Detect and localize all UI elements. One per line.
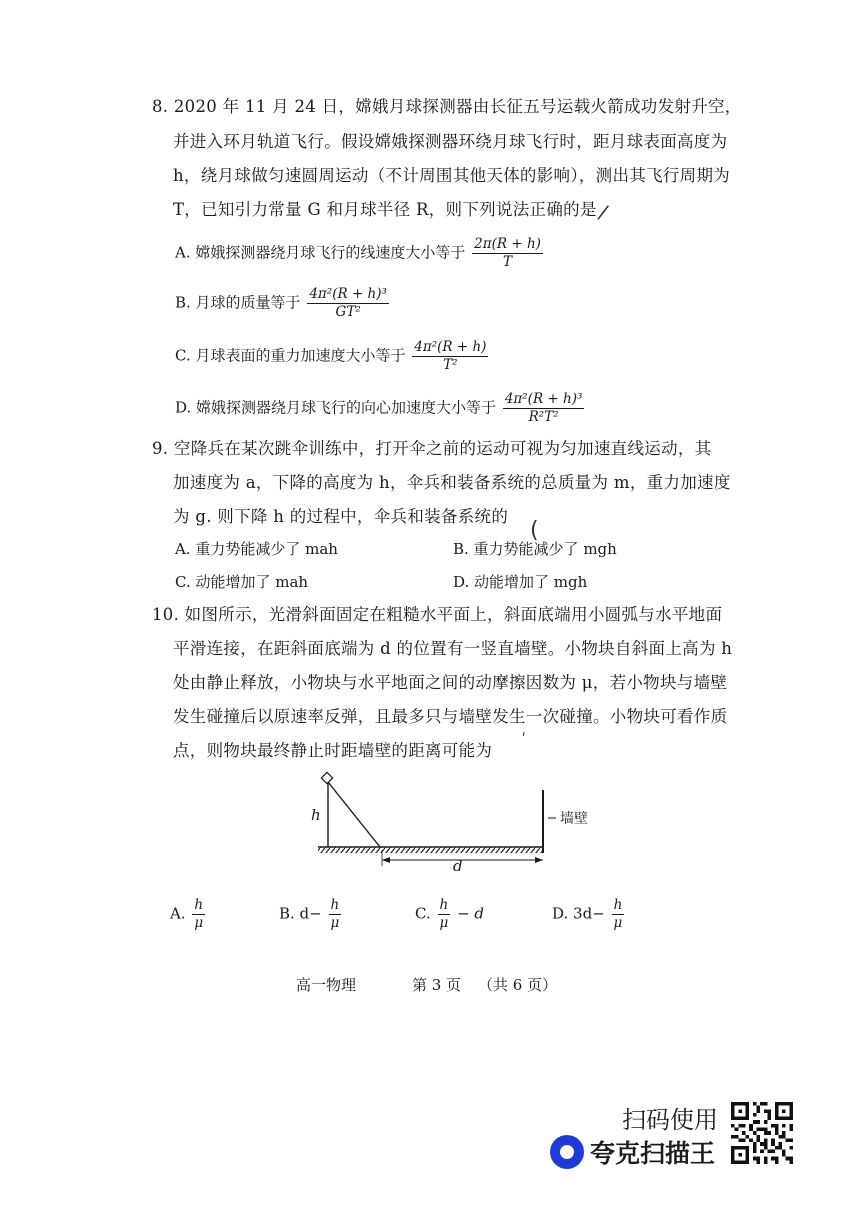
q10-option-c[interactable] [415,898,484,931]
q10-option-a-numerator: h [194,897,204,913]
q8-option-c-numerator: 4π²(R + h) [414,339,487,355]
q8-option-d[interactable] [175,392,586,425]
q10-option-a-denominator: μ [194,915,204,931]
q10-option-b[interactable] [279,898,343,931]
q8-option-a-numerator: 2π(R + h) [474,236,541,252]
incline-slope [328,782,380,847]
q8-option-a-fraction [472,237,543,270]
distance-label: d [453,857,463,875]
q10-option-b-numerator: h [330,897,340,913]
q8-option-d-fraction [503,392,585,425]
scanner-logo-icon [550,1135,584,1169]
q8-line-4: T，已知引力常量 G 和月球半径 R，则下列说法正确的是 [173,200,597,219]
q8-option-c-fraction [412,340,488,373]
q8-option-c-denominator: T² [443,357,458,373]
q8-option-a-denominator: T [503,254,513,270]
q10-option-d-prefix: D. 3d− [552,904,605,923]
q10-line-2: 平滑连接，在距斜面底端为 d 的位置有一竖直墙壁。小物块自斜面上高为 h [173,639,733,658]
q9-option-b[interactable]: B. 重力势能减少了 mgh [453,540,617,558]
q8-option-c[interactable] [175,340,490,373]
q10-option-b-denominator: μ [330,915,340,931]
q8-option-a[interactable] [175,237,545,270]
footer-total: （共 6 页） [478,976,558,994]
q10-option-d-denominator: μ [613,915,623,931]
footer-page: 第 3 页 [412,976,462,994]
q10-option-c-suffix: − d [457,904,485,923]
q10-option-c-denominator: μ [439,915,449,931]
q8-option-b-fraction [307,287,389,320]
q8-line-3: h，绕月球做匀速圆周运动（不计周围其他天体的影响），测出其飞行周期为 [173,166,731,185]
q10-option-a-prefix: A. [170,904,186,923]
q10-option-b-fraction [329,898,342,931]
q9-option-c[interactable]: C. 动能增加了 mah [175,573,309,591]
q8-option-b[interactable] [175,287,391,320]
small-block [321,772,332,783]
q8-line-2: 并进入环月轨道飞行。假设嫦娥探测器环绕月球飞行时，距月球表面高度为 [173,132,728,151]
q10-option-c-prefix: C. [415,904,431,923]
q10-option-d-numerator: h [613,897,623,913]
q8-option-c-text: C. 月球表面的重力加速度大小等于 [175,346,406,365]
q8-option-d-text: D. 嫦娥探测器绕月球飞行的向心加速度大小等于 [175,398,497,417]
q10-line-4: 发生碰撞后以原速率反弹，且最多只与墙壁发生一次碰撞。小物块可看作质 [173,707,728,726]
qr-code-icon[interactable] [728,1102,796,1164]
q10-line-3: 处由静止释放，小物块与水平地面之间的动摩擦因数为 μ，若小物块与墙壁 [173,673,728,692]
q8-option-a-text: A. 嫦娥探测器绕月球飞行的线速度大小等于 [175,243,466,262]
pen-mark: ( [530,518,539,543]
rough-ground-hatching [318,847,543,853]
scanner-brand-name: 夸克扫描王 [590,1139,716,1168]
q10-line-1: 10. 如图所示，光滑斜面固定在粗糙水平面上，斜面底端用小圆弧与水平地面 [152,605,723,624]
scan-to-use-label: 扫码使用 [622,1106,718,1134]
height-label: h [311,806,321,824]
q8-option-d-numerator: 4π²(R + h)³ [504,391,583,407]
pen-mark: ˊ [517,729,535,750]
q10-option-c-numerator: h [439,897,449,913]
q10-option-c-fraction [438,898,451,931]
footer-subject: 高一物理 [296,976,357,994]
q9-option-d[interactable]: D. 动能增加了 mgh [453,573,588,591]
q9-option-a[interactable]: A. 重力势能减少了 mah [175,540,338,558]
q10-line-5: 点，则物块最终静止时距墙壁的距离可能为 [173,741,493,760]
distance-arrow-right-head [535,857,543,863]
pen-mark: / [596,199,611,225]
q8-option-b-text: B. 月球的质量等于 [175,293,301,312]
q10-option-a[interactable] [170,898,207,931]
q9-line-3: 为 g. 则下降 h 的过程中，伞兵和装备系统的 [173,507,509,526]
q8-line-1: 8. 2020 年 11 月 24 日，嫦娥月球探测器由长征五号运载火箭成功发射升空， [152,97,742,116]
q9-line-1: 9. 空降兵在某次跳伞训练中，打开伞之前的运动可视为匀加速直线运动，其 [152,439,712,458]
q9-line-2: 加速度为 a，下降的高度为 h，伞兵和装备系统的总质量为 m，重力加速度 [173,473,731,492]
q10-option-a-fraction [192,898,205,931]
q10-option-d[interactable] [552,898,626,931]
distance-arrow-left-head [382,857,390,863]
scanner-brand[interactable] [550,1134,715,1170]
q8-option-b-numerator: 4π²(R + h)³ [309,286,387,302]
q8-option-d-denominator: R²T² [528,409,559,425]
q10-option-b-prefix: B. d− [279,904,322,923]
wall-label: 墙壁 [560,811,588,827]
q10-option-d-fraction [612,898,625,931]
q8-option-b-denominator: GT² [335,304,361,320]
